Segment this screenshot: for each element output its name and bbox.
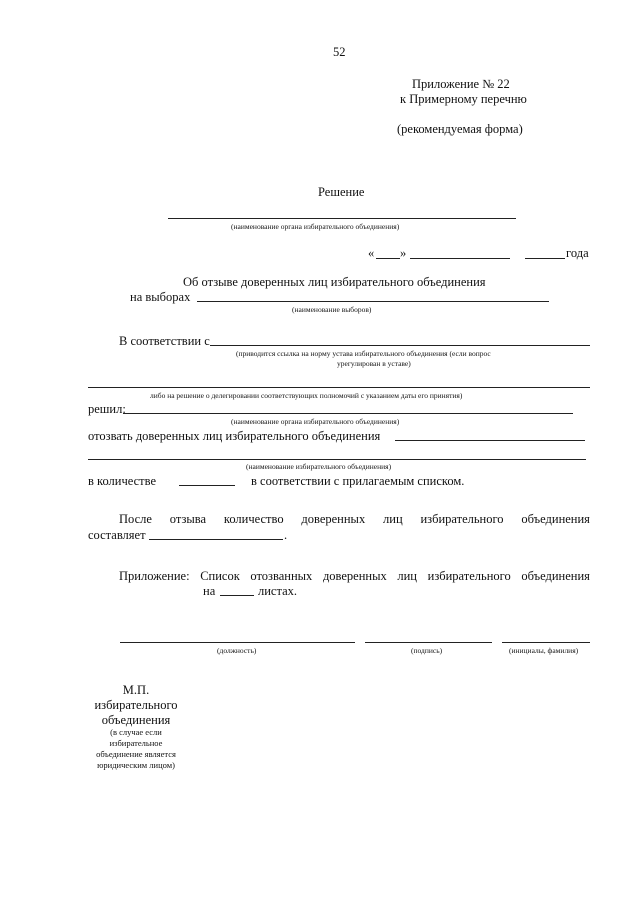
quantity-suffix: в соответствии с прилагаемым списком. — [251, 474, 465, 488]
stamp-line2: избирательного — [94, 698, 178, 712]
after-word: доверенных — [301, 512, 366, 526]
after-word: отзыва — [169, 512, 207, 526]
stamp-note-line3: объединение является — [96, 749, 176, 759]
accordance-caption-line2: урегулирован в уставе) — [337, 359, 411, 368]
attachment-word: объединения — [521, 569, 590, 583]
attachment-word: доверенных — [322, 569, 387, 583]
decided-organ-line — [123, 413, 573, 414]
name-caption: (инициалы, фамилия) — [509, 646, 579, 655]
document-title: Решение — [318, 185, 365, 199]
date-year-line — [525, 258, 565, 259]
subject-elections-prefix: на выборах — [130, 290, 191, 304]
accordance-continuation-line — [88, 387, 590, 388]
appendix-label: Приложение № 22 — [412, 77, 510, 91]
after-paragraph-line1 — [119, 512, 590, 526]
decided-caption: (наименование органа избирательного объединения) — [231, 417, 400, 426]
org-name-caption: (наименование органа избирательного объединения) — [231, 222, 400, 231]
attachment-word: Приложение: — [119, 569, 190, 583]
name-line — [502, 642, 590, 643]
quantity-line — [179, 485, 235, 486]
stamp-line3: объединения — [101, 713, 171, 727]
after-paragraph-line2: составляет — [88, 528, 146, 542]
subject-line1: Об отзыве доверенных лиц избирательного объединения — [183, 275, 486, 289]
position-caption: (должность) — [217, 646, 257, 655]
attachment-pages-prefix: на — [203, 584, 216, 598]
attachment-pages-suffix: листах. — [258, 584, 298, 598]
accordance-caption-line1: (приводится ссылка на норму устава избирательного объединения (если вопрос — [236, 349, 491, 358]
attachment-word: Список — [200, 569, 240, 583]
decided-prefix: решил: — [88, 402, 126, 416]
stamp-note-line4: юридическим лицом) — [97, 760, 175, 770]
elections-name-line — [197, 301, 549, 302]
date-month-line — [410, 258, 510, 259]
date-quote-open: « — [368, 246, 375, 260]
quantity-prefix: в количестве — [88, 474, 157, 488]
accordance-line — [210, 345, 590, 346]
attachment-line1 — [119, 569, 590, 583]
after-word: После — [119, 512, 152, 526]
attachment-word: отозванных — [250, 569, 313, 583]
date-quote-close: » — [400, 246, 407, 260]
stamp-note-line2: избирательное — [109, 738, 163, 748]
attachment-word: избирательного — [427, 569, 511, 583]
appendix-reference: к Примерному перечню — [400, 92, 527, 106]
page-number: 52 — [333, 45, 346, 59]
stamp-mp: М.П. — [122, 683, 150, 697]
after-word: объединения — [521, 512, 590, 526]
accordance-caption-line3: либо на решение о делегировании соответствующих полномочий с указанием даты его принятия) — [150, 391, 463, 400]
accordance-prefix: В соответствии с — [119, 334, 210, 348]
form-type-note: (рекомендуемая форма) — [397, 122, 523, 136]
after-word: избирательного — [420, 512, 504, 526]
revoke-line — [395, 440, 585, 441]
date-year-word: года — [566, 246, 589, 260]
signature-line — [365, 642, 492, 643]
attachment-pages-line — [220, 595, 254, 596]
revoke-text: отозвать доверенных лиц избирательного объединения — [88, 429, 381, 443]
after-count-line — [149, 539, 283, 540]
revoke-caption: (наименование избирательного объединения) — [246, 462, 392, 471]
org-name-line — [168, 218, 516, 219]
after-period: . — [284, 528, 288, 542]
signature-caption: (подпись) — [411, 646, 443, 655]
stamp-note-line1: (в случае если — [110, 727, 162, 737]
after-word: лиц — [383, 512, 403, 526]
position-line — [120, 642, 355, 643]
association-name-line — [88, 459, 586, 460]
elections-caption: (наименование выборов) — [292, 305, 372, 314]
date-day-line — [376, 258, 400, 259]
attachment-word: лиц — [397, 569, 417, 583]
after-word: количество — [223, 512, 284, 526]
